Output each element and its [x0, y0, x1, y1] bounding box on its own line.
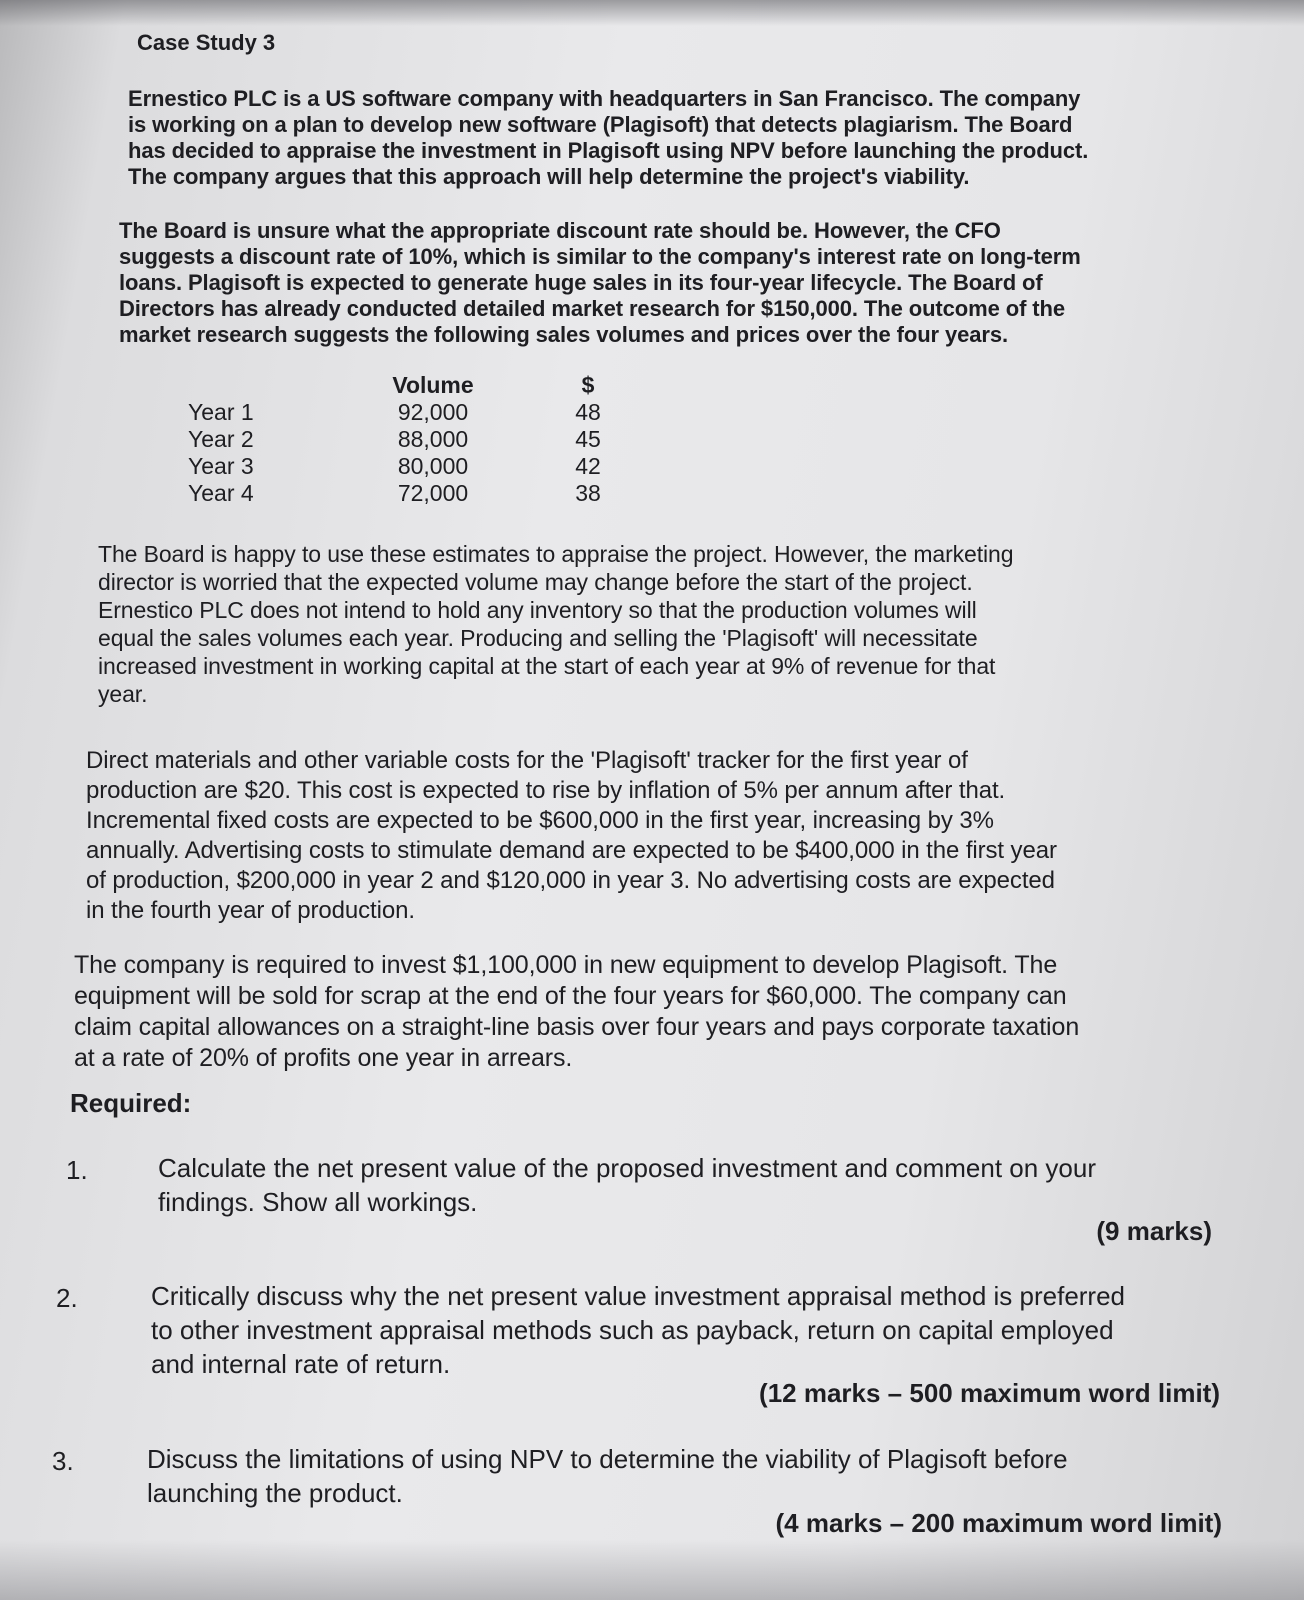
paragraph-line: increased investment in working capital at the start of each year at 9% of revenue for that	[98, 653, 996, 679]
case-study-title: Case Study 3	[137, 30, 276, 55]
paragraph-line: The Board is unsure what the appropriate discount rate should be. However, the CFO	[119, 218, 1001, 243]
table-row	[188, 399, 648, 426]
sales-table-header	[188, 372, 648, 399]
question-line: Calculate the net present value of the proposed investment and comment on your	[158, 1153, 1097, 1183]
cell-price: 48	[575, 399, 601, 425]
intro-paragraph	[128, 86, 1168, 190]
paragraph-line: Direct materials and other variable costs for the 'Plagisoft' tracker for the first year of	[86, 747, 968, 774]
table-row	[188, 480, 648, 507]
paragraph-line: Incremental fixed costs are expected to be $600,000 in the first year, increasing by 3%	[86, 807, 994, 834]
question-2-number: 2.	[56, 1283, 78, 1313]
cell-price: 42	[575, 453, 601, 479]
question-1-number: 1.	[66, 1155, 88, 1185]
question-1-text	[158, 1151, 1238, 1219]
header-price: $	[581, 372, 595, 398]
table-row	[188, 426, 648, 453]
paragraph-line: has decided to appraise the investment in Plagisoft using NPV before launching the product.	[128, 138, 1089, 163]
cell-year: Year 2	[188, 426, 254, 452]
question-line: findings. Show all workings.	[158, 1187, 478, 1217]
cell-year: Year 1	[188, 399, 254, 425]
equipment-paragraph	[74, 950, 1224, 1074]
question-line: Discuss the limitations of using NPV to determine the viability of Plagisoft before	[147, 1444, 1068, 1474]
question-2-text	[151, 1279, 1251, 1381]
question-3-number: 3.	[52, 1446, 74, 1476]
cell-volume: 88,000	[397, 426, 469, 452]
cell-price: 45	[575, 426, 601, 452]
paragraph-line: The company is required to invest $1,100,000 in new equipment to develop Plagisoft. The	[74, 951, 1058, 979]
paragraph-line: is working on a plan to develop new software (Plagisoft) that detects plagiarism. The Board	[128, 112, 1073, 137]
question-line: and internal rate of return.	[151, 1349, 451, 1379]
paragraph-line: in the fourth year of production.	[86, 897, 415, 924]
question-line: Critically discuss why the net present value investment appraisal method is preferred	[151, 1281, 1126, 1311]
paragraph-line: at a rate of 20% of profits one year in arrears.	[74, 1044, 573, 1072]
paragraph-line: The Board is happy to use these estimates to appraise the project. However, the marketing	[98, 541, 1014, 567]
paragraph-line: claim capital allowances on a straight-line basis over four years and pays corporate taxation	[74, 1013, 1080, 1041]
paragraph-line: Ernestico PLC is a US software company with headquarters in San Francisco. The company	[128, 86, 1081, 111]
paragraph-line: equipment will be sold for scrap at the end of the four years for $60,000. The company can	[74, 982, 1067, 1010]
cell-volume: 92,000	[397, 399, 469, 425]
question-2-marks: (12 marks – 500 maximum word limit)	[759, 1378, 1220, 1408]
question-3-text	[147, 1442, 1247, 1510]
cell-price: 38	[575, 480, 601, 506]
photo-shadow-bottom	[0, 1540, 1304, 1600]
sales-table	[188, 372, 648, 507]
costs-paragraph	[86, 746, 1216, 926]
paragraph-line: equal the sales volumes each year. Producing and selling the 'Plagisoft' will necessitate	[98, 625, 978, 651]
paragraph-line: director is worried that the expected volume may change before the start of the project.	[98, 569, 973, 595]
table-row	[188, 453, 648, 480]
paragraph-line: production are $20. This cost is expected to rise by inflation of 5% per annum after that.	[86, 777, 1006, 804]
paragraph-line: Directors has already conducted detailed market research for $150,000. The outcome of the	[119, 296, 1066, 321]
cell-volume: 72,000	[397, 480, 469, 506]
working-capital-paragraph	[98, 540, 1188, 708]
paragraph-line: loans. Plagisoft is expected to generate huge sales in its four-year lifecycle. The Board of	[119, 270, 1043, 295]
paragraph-line: The company argues that this approach will help determine the project's viability.	[128, 164, 970, 189]
discount-rate-paragraph	[119, 218, 1179, 348]
paragraph-line: market research suggests the following sales volumes and prices over the four years.	[119, 322, 1009, 347]
cell-volume: 80,000	[397, 453, 469, 479]
paragraph-line: year.	[98, 681, 148, 707]
cell-year: Year 3	[188, 453, 254, 479]
photo-shadow-top	[0, 0, 1304, 26]
question-1-marks: (9 marks)	[1096, 1216, 1212, 1246]
paragraph-line: of production, $200,000 in year 2 and $120,000 in year 3. No advertising costs are expected	[86, 867, 1055, 894]
question-3-marks: (4 marks – 200 maximum word limit)	[775, 1508, 1222, 1538]
cell-year: Year 4	[188, 480, 254, 506]
required-heading: Required:	[70, 1088, 192, 1118]
question-line: to other investment appraisal methods such as payback, return on capital employed	[151, 1315, 1114, 1345]
paragraph-line: Ernestico PLC does not intend to hold any inventory so that the production volumes will	[98, 597, 977, 623]
header-volume: Volume	[392, 372, 474, 398]
paragraph-line: annually. Advertising costs to stimulate demand are expected to be $400,000 in the first year	[86, 837, 1057, 864]
paragraph-line: suggests a discount rate of 10%, which is similar to the company's interest rate on long-term	[119, 244, 1081, 269]
question-line: launching the product.	[147, 1478, 403, 1508]
